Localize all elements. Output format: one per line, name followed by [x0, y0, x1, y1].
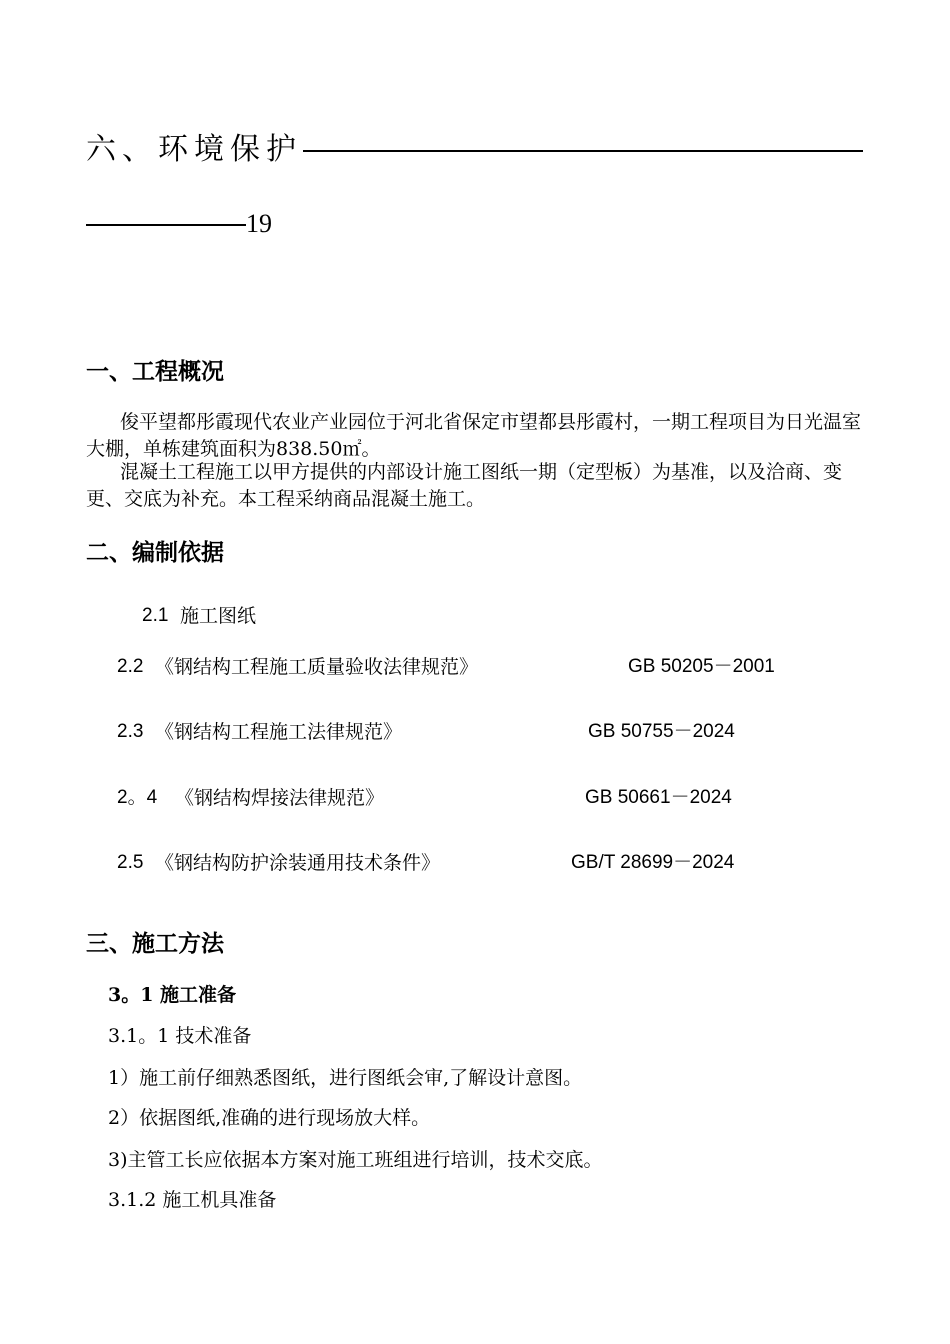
basis-item-code: GB 50661－2024	[585, 787, 732, 808]
basis-item-title: 《钢结构防护涂装通用技术条件》	[155, 852, 441, 874]
basis-item-title: 《钢结构工程施工法律规范》	[155, 721, 403, 743]
list-item: 1）施工前仔细熟悉图纸，进行图纸会审,了解设计意图。	[108, 1067, 583, 1089]
toc-page-number: 19	[246, 209, 272, 238]
subsection-equipment-preparation: 3.1.2 施工机具准备	[108, 1189, 277, 1211]
basis-item-code: GB 50755－2024	[588, 721, 735, 742]
basis-item-title: 《钢结构焊接法律规范》	[175, 787, 385, 809]
section-heading-basis: 二、编制依据	[86, 540, 224, 566]
basis-item-number: 2.1	[142, 605, 169, 626]
basis-item	[0, 601, 950, 631]
toc-entry-title: 六、环境保护——	[86, 132, 374, 167]
list-item: 3)主管工长应依据本方案对施工班组进行培训，技术交底。	[108, 1149, 603, 1171]
basis-item	[0, 652, 950, 682]
toc-leader-line	[303, 150, 863, 152]
subsection-heading-preparation: 3。1 施工准备	[108, 984, 237, 1006]
section-heading-overview: 一、工程概况	[86, 359, 224, 385]
toc-leader-line-continued	[86, 224, 246, 226]
subsection-technical-preparation: 3.1。1 技术准备	[108, 1025, 252, 1047]
basis-item-code: GB 50205－2001	[628, 656, 775, 677]
basis-item	[0, 848, 950, 878]
basis-item-code: GB/T 28699－2024	[571, 852, 735, 873]
basis-item-number: 2.2	[117, 656, 144, 677]
basis-item	[0, 783, 950, 813]
section-heading-method: 三、施工方法	[86, 931, 224, 957]
basis-item-title: 施工图纸	[180, 605, 257, 627]
overview-paragraph-1: 俊平望都彤霞现代农业产业园位于河北省保定市望都县彤霞村，一期工程项目为日光温室大棚，单栋建筑面积为838.50㎡。	[86, 411, 862, 460]
basis-item-number: 2。4	[117, 787, 158, 808]
basis-item-number: 2.3	[117, 721, 144, 742]
basis-item	[0, 717, 950, 747]
basis-item-title: 《钢结构工程施工质量验收法律规范》	[155, 656, 479, 678]
list-item: 2）依据图纸,准确的进行现场放大样。	[108, 1107, 431, 1129]
overview-paragraph-2: 混凝土工程施工以甲方提供的内部设计施工图纸一期（定型板）为基准，以及洽商、变更、交底为补充。本工程采纳商品混凝土施工。	[86, 461, 843, 510]
basis-item-number: 2.5	[117, 852, 144, 873]
